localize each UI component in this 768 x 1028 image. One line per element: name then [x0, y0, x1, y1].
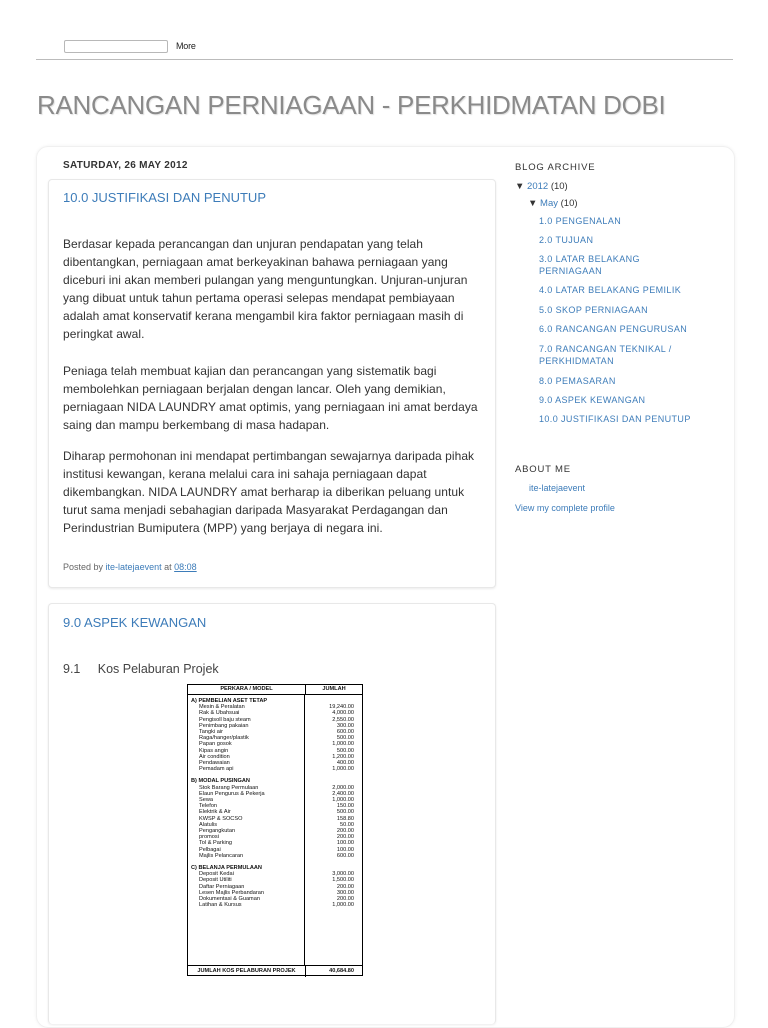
table-item-value: 300.00 [336, 889, 354, 896]
table-item-value: 158.80 [336, 815, 354, 822]
table-header-item: PERKARA / MODEL [188, 685, 306, 694]
table-item-value: 200.00 [336, 896, 354, 902]
table-item-value: 50.00 [340, 821, 354, 828]
year-toggle-icon[interactable]: ▼ [515, 181, 525, 192]
table-item-label: Daftar Perniagaan [199, 883, 245, 890]
table-section-label: B) MODAL PUSINGAN [191, 778, 250, 785]
table-total-label: JUMLAH KOS PELABURAN PROJEK [188, 966, 306, 977]
timestamp-link[interactable]: 08:08 [174, 562, 197, 572]
table-item-value: 600.00 [336, 852, 354, 859]
table-item-label: Raga/hanger/plastik [199, 735, 249, 742]
archive-month-row [528, 198, 578, 209]
table-item-label: Pengangkutan [199, 827, 236, 834]
table-header [188, 685, 362, 695]
post-paragraph: Peniaga telah membuat kajian dan perancangan yang sistematik bagi membolehkan perniagaan berjalan dengan lancar. Oleh yang demikian, perniagaan NIDA LAUNDRY amat optimis, yang perniagaan ini amat berdaya saing dan mampu berkembang di masa hadapan. [63, 364, 478, 432]
archive-post-link[interactable]: 9.0 ASPEK KEWANGAN [539, 395, 646, 405]
archive-month-link[interactable]: May [540, 198, 558, 209]
table-item-label: promosi [199, 834, 219, 841]
archive-post-link[interactable]: 10.0 JUSTIFIKASI DAN PENUTUP [539, 414, 691, 424]
table-item-label: Kipas angin [199, 747, 229, 754]
table-item-value: 300.00 [336, 722, 354, 729]
table-item-label: Papan gosok [199, 741, 232, 748]
table-header-amount: JUMLAH [322, 686, 346, 692]
archive-post-link[interactable]: 5.0 SKOP PERNIAGAAN [539, 305, 648, 315]
table-item-value: 100.00 [336, 846, 354, 853]
investment-cost-table [187, 684, 363, 976]
more-link[interactable]: More [176, 41, 196, 51]
table-item-label: Tangki air [199, 728, 223, 735]
table-item-label: Elektrik & Air [199, 809, 231, 816]
view-profile-link[interactable]: View my complete profile [515, 503, 615, 513]
table-item-label: Elaun Pengurus & Pekerja [199, 790, 265, 797]
archive-post-link[interactable]: 3.0 LATAR BELAKANG PERNIAGAAN [539, 254, 640, 276]
table-item-label: Pengisoll baju steam [199, 716, 251, 723]
table-item-label: Tol & Parking [199, 840, 232, 847]
table-item-value: 500.00 [336, 747, 354, 754]
post-justifikasi [48, 179, 496, 588]
table-item-value: 500.00 [336, 735, 354, 742]
table-item-value: 200.00 [336, 827, 354, 834]
archive-year-link[interactable]: 2012 [527, 181, 549, 192]
table-item-label: Air condition [199, 753, 230, 760]
archive-year-count: (10) [550, 181, 568, 192]
table-total-value: 40,684.80 [329, 968, 354, 974]
table-item-label: Telefon [199, 803, 218, 810]
table-label-column [188, 695, 305, 965]
table-total-row [188, 965, 362, 977]
table-item-label: Majlis Pelancaran [199, 852, 244, 859]
table-item-value: 2,400.00 [332, 790, 354, 797]
post-footer [63, 562, 197, 572]
posted-by-label: Posted by [63, 562, 104, 572]
table-item-value: 19,240.00 [329, 704, 354, 711]
blog-title[interactable]: RANCANGAN PERNIAGAAN - PERKHIDMATAN DOBI [37, 90, 666, 120]
table-item-value: 1,000.00 [332, 741, 354, 748]
archive-post-link[interactable]: 8.0 PEMASARAN [539, 376, 616, 386]
table-item-label: Stok Barang Permulaan [199, 784, 259, 791]
archive-month-count: (10) [560, 198, 578, 209]
table-item-value: 2,550.00 [332, 716, 354, 723]
table-item-label: Pemadam api [199, 766, 234, 773]
date-header: SATURDAY, 26 MAY 2012 [63, 160, 188, 171]
about-me-heading: ABOUT ME [515, 464, 571, 475]
table-item-value: 200.00 [336, 834, 354, 841]
table-item-label: Pelbagai [199, 846, 221, 853]
post-paragraph: Diharap permohonan ini mendapat pertimbangan sewajarnya daripada pihak institusi kewangan, kerana melalui cara ini sahaja perniagaan dapat dikembangkan. NIDA LAUNDRY amat berharap ia diberikan peluang untuk turut sama menjadi sebahagian daripada Masyarakat Perdagangan dan Perindustrian Bumiputera (MPP) yang berjaya di negara ini. [63, 449, 475, 535]
archive-post-link[interactable]: 4.0 LATAR BELAKANG PEMILIK [539, 285, 682, 295]
table-item-label: Latihan & Kursus [199, 902, 242, 909]
table-item-value: 200.00 [336, 883, 354, 890]
table-item-label: Pendawaian [199, 759, 230, 766]
table-item-label: Rak & Ubahsuai [199, 710, 240, 717]
archive-post-link[interactable]: 2.0 TUJUAN [539, 235, 594, 245]
table-item-value: 1,200.00 [332, 753, 354, 760]
table-item-value: 1,000.00 [332, 766, 354, 773]
table-item-label: KWSP & SOCSO [199, 815, 243, 822]
header-divider [36, 59, 733, 60]
post-title[interactable]: 9.0 ASPEK KEWANGAN [63, 615, 207, 630]
table-item-label: Deposit Utiliti [199, 877, 232, 884]
section-subheading: 9.1 Kos Pelaburan Projek [63, 662, 219, 676]
table-item-value: 100.00 [336, 840, 354, 847]
table-section-label: A) PEMBELIAN ASET TETAP [191, 698, 268, 704]
table-item-value: 150.00 [336, 803, 354, 810]
search-input[interactable] [64, 40, 168, 53]
post-paragraph: Berdasar kepada perancangan dan unjuran pendapatan yang telah dibentangkan, perniagaan amat berkeyakinan bahawa perniagaan yang diceburi ini akan memberi pulangan yang menguntungkan. Unjuran-unjuran yang dibuat untuk tahun pertama operasi selepas mendapat pembiayaan adalah amat konservatif kerana mengambil kira faktor perniagaan masih di peringkat awal. [63, 237, 468, 341]
table-item-label: Penimbang pakaian [199, 722, 249, 729]
table-item-label: Deposit Kedai [199, 871, 234, 878]
table-section-label: C) BELANJA PERMULAAN [191, 865, 262, 872]
table-item-label: Alatulis [199, 821, 218, 828]
at-label: at [164, 562, 172, 572]
table-item-value: 1,500.00 [332, 877, 354, 884]
table-item-label: Lesen Majlis Perbandaran [199, 889, 264, 896]
table-item-value: 4,000.00 [332, 710, 354, 717]
table-item-value: 3,000.00 [332, 871, 354, 878]
table-item-value: 2,000.00 [332, 784, 354, 791]
table-value-column [305, 695, 362, 965]
table-item-label: Mesin & Peralatan [199, 704, 245, 711]
table-item-value: 600.00 [336, 728, 354, 735]
table-item-value: 1,000.00 [332, 797, 354, 803]
table-item-value: 500.00 [336, 809, 354, 816]
blog-archive-heading: BLOG ARCHIVE [515, 162, 596, 173]
archive-year-row [515, 181, 568, 192]
archive-post-link[interactable]: 1.0 PENGENALAN [539, 216, 622, 226]
author-link[interactable]: ite-latejaevent [105, 562, 162, 572]
archive-post-link[interactable]: 7.0 RANCANGAN TEKNIKAL / PERKHIDMATAN [539, 344, 672, 366]
table-item-label: Dokumentasi & Guaman [199, 896, 260, 902]
post-title[interactable]: 10.0 JUSTIFIKASI DAN PENUTUP [63, 190, 266, 205]
table-item-label: Sewa [199, 797, 213, 803]
navbar [0, 0, 768, 60]
table-item-value: 1,000.00 [332, 902, 354, 909]
author-profile-name[interactable]: ite-latejaevent [529, 483, 586, 493]
table-item-value: 400.00 [336, 759, 354, 766]
month-toggle-icon[interactable]: ▼ [528, 198, 538, 209]
post-aspek-kewangan [48, 603, 496, 1024]
archive-post-link[interactable]: 6.0 RANCANGAN PENGURUSAN [539, 324, 688, 334]
